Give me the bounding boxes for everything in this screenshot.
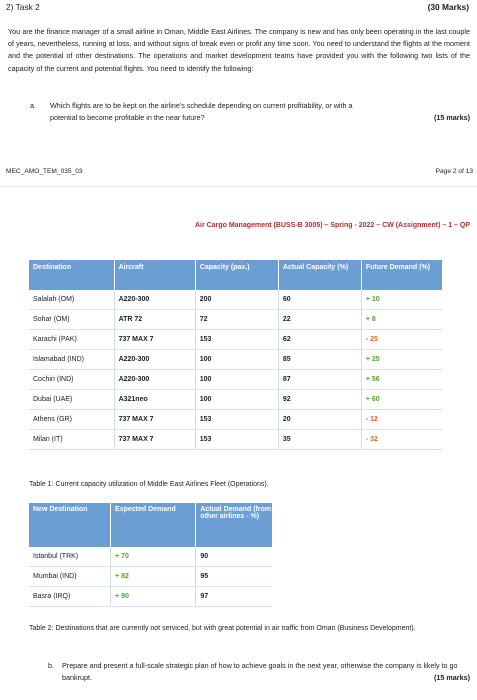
cell-actual: 22 (278, 310, 361, 330)
question-b-number: b. (48, 661, 54, 670)
question-a-text: Which flights are to be kept on the airline's schedule depending on current profitability, or with a potential to become profitable in the near future? (50, 101, 353, 122)
question-a-marks: (15 marks) (434, 113, 470, 122)
cell-future: + 56 (361, 370, 442, 390)
cell-actual: 92 (278, 390, 361, 410)
question-b-marks: (15 marks) (434, 673, 470, 682)
cell-expected: + 82 (111, 567, 196, 587)
cell-destination: Sohar (OM) (29, 310, 114, 330)
cell-actual: 97 (196, 587, 272, 607)
cell-destination: Salalah (OM) (29, 290, 114, 310)
cell-actual: 90 (196, 547, 272, 567)
cell-aircraft: A220-300 (114, 290, 195, 310)
question-a-number: a. (30, 101, 36, 110)
cell-capacity: 100 (195, 350, 278, 370)
cell-aircraft: 737 MAX 7 (114, 410, 195, 430)
header-actual-demand: Actual Demand (from other airlines - %) (196, 503, 272, 547)
table-row (29, 370, 442, 390)
task-title: 2) Task 2 (6, 2, 40, 12)
table-row (29, 290, 442, 310)
cell-actual: 20 (278, 410, 361, 430)
cell-capacity: 153 (195, 430, 278, 450)
page-number: Page 2 of 13 (435, 168, 473, 175)
cell-future: + 8 (361, 310, 442, 330)
cell-expected: + 90 (111, 587, 196, 607)
cell-aircraft: A321neo (114, 390, 195, 410)
cell-actual: 85 (278, 350, 361, 370)
cell-expected: + 70 (111, 547, 196, 567)
header-actual-capacity: Actual Capacity (%) (278, 260, 361, 290)
cell-capacity: 200 (195, 290, 278, 310)
task-heading (6, 2, 473, 12)
cell-actual: 35 (278, 430, 361, 450)
table-row (29, 410, 442, 430)
capacity-table (29, 260, 442, 450)
cell-destination: Milan (IT) (29, 430, 114, 450)
header-destination: Destination (29, 260, 114, 290)
course-header: Air Cargo Management (BUSS-B 3005) – Spring - 2022 – CW (Assignment) – 1 – QP (194, 222, 470, 229)
table2-caption: Table 2: Destinations that are currently not serviced, but with great potential in air traffic from Oman (Business Development). (29, 625, 416, 632)
task-marks: (30 Marks) (427, 2, 469, 12)
cell-actual: 87 (278, 370, 361, 390)
page-footer (6, 168, 473, 175)
cell-actual: 62 (278, 330, 361, 350)
new-destinations-table (29, 503, 272, 607)
table-row (29, 587, 272, 607)
document-code: MEC_AMO_TEM_035_03 (6, 168, 83, 175)
cell-aircraft: 737 MAX 7 (114, 430, 195, 450)
cell-capacity: 100 (195, 390, 278, 410)
cell-destination: Istanbul (TRK) (29, 547, 111, 567)
cell-destination: Karachi (PAK) (29, 330, 114, 350)
cell-capacity: 100 (195, 370, 278, 390)
cell-destination: Mumbai (IND) (29, 567, 111, 587)
cell-aircraft: 737 MAX 7 (114, 330, 195, 350)
cell-destination: Athens (GR) (29, 410, 114, 430)
table-row (29, 350, 442, 370)
question-b-text: Prepare and present a full-scale strategic plan of how to achieve goals in the next year, otherwise the company is likely to go bankrupt. (62, 661, 458, 682)
header-future-demand: Future Demand (%) (361, 260, 442, 290)
cell-future: - 12 (361, 410, 442, 430)
cell-actual: 60 (278, 290, 361, 310)
header-aircraft: Aircraft (114, 260, 195, 290)
cell-destination: Cochin (IND) (29, 370, 114, 390)
cell-future: - 32 (361, 430, 442, 450)
table-row (29, 547, 272, 567)
table-row (29, 310, 442, 330)
table-row (29, 430, 442, 450)
new-destinations-header (29, 503, 272, 547)
page-separator (0, 186, 477, 187)
cell-future: - 25 (361, 330, 442, 350)
cell-future: + 60 (361, 390, 442, 410)
cell-destination: Dubai (UAE) (29, 390, 114, 410)
cell-aircraft: ATR 72 (114, 310, 195, 330)
cell-capacity: 72 (195, 310, 278, 330)
cell-future: + 25 (361, 350, 442, 370)
cell-destination: Basra (IRQ) (29, 587, 111, 607)
header-new-destination: New Destination (29, 503, 111, 547)
table-row (29, 330, 442, 350)
table-row (29, 390, 442, 410)
cell-future: + 10 (361, 290, 442, 310)
table-row (29, 567, 272, 587)
table1-caption: Table 1: Current capacity utilization of Middle East Airlines Fleet (Operations). (29, 481, 269, 488)
header-capacity: Capacity (pax.) (195, 260, 278, 290)
cell-actual: 95 (196, 567, 272, 587)
intro-paragraph: You are the finance manager of a small airline in Oman, Middle East Airlines. The company is new and has only been operating in the last couple of years, nevertheless, running at loss, and without signs of break even or profit any time soon. You need to understand the flights at the moment and the potential of other destinations. The operations and market development teams have provided you with the following two lists of the capacity of the current and potential flights. You need to identify the following: (8, 27, 470, 73)
capacity-table-header (29, 260, 442, 290)
header-expected-demand: Expected Demand (111, 503, 196, 547)
cell-aircraft: A220-300 (114, 350, 195, 370)
cell-destination: Islamabad (IND) (29, 350, 114, 370)
cell-capacity: 153 (195, 330, 278, 350)
cell-aircraft: A220-300 (114, 370, 195, 390)
cell-capacity: 153 (195, 410, 278, 430)
